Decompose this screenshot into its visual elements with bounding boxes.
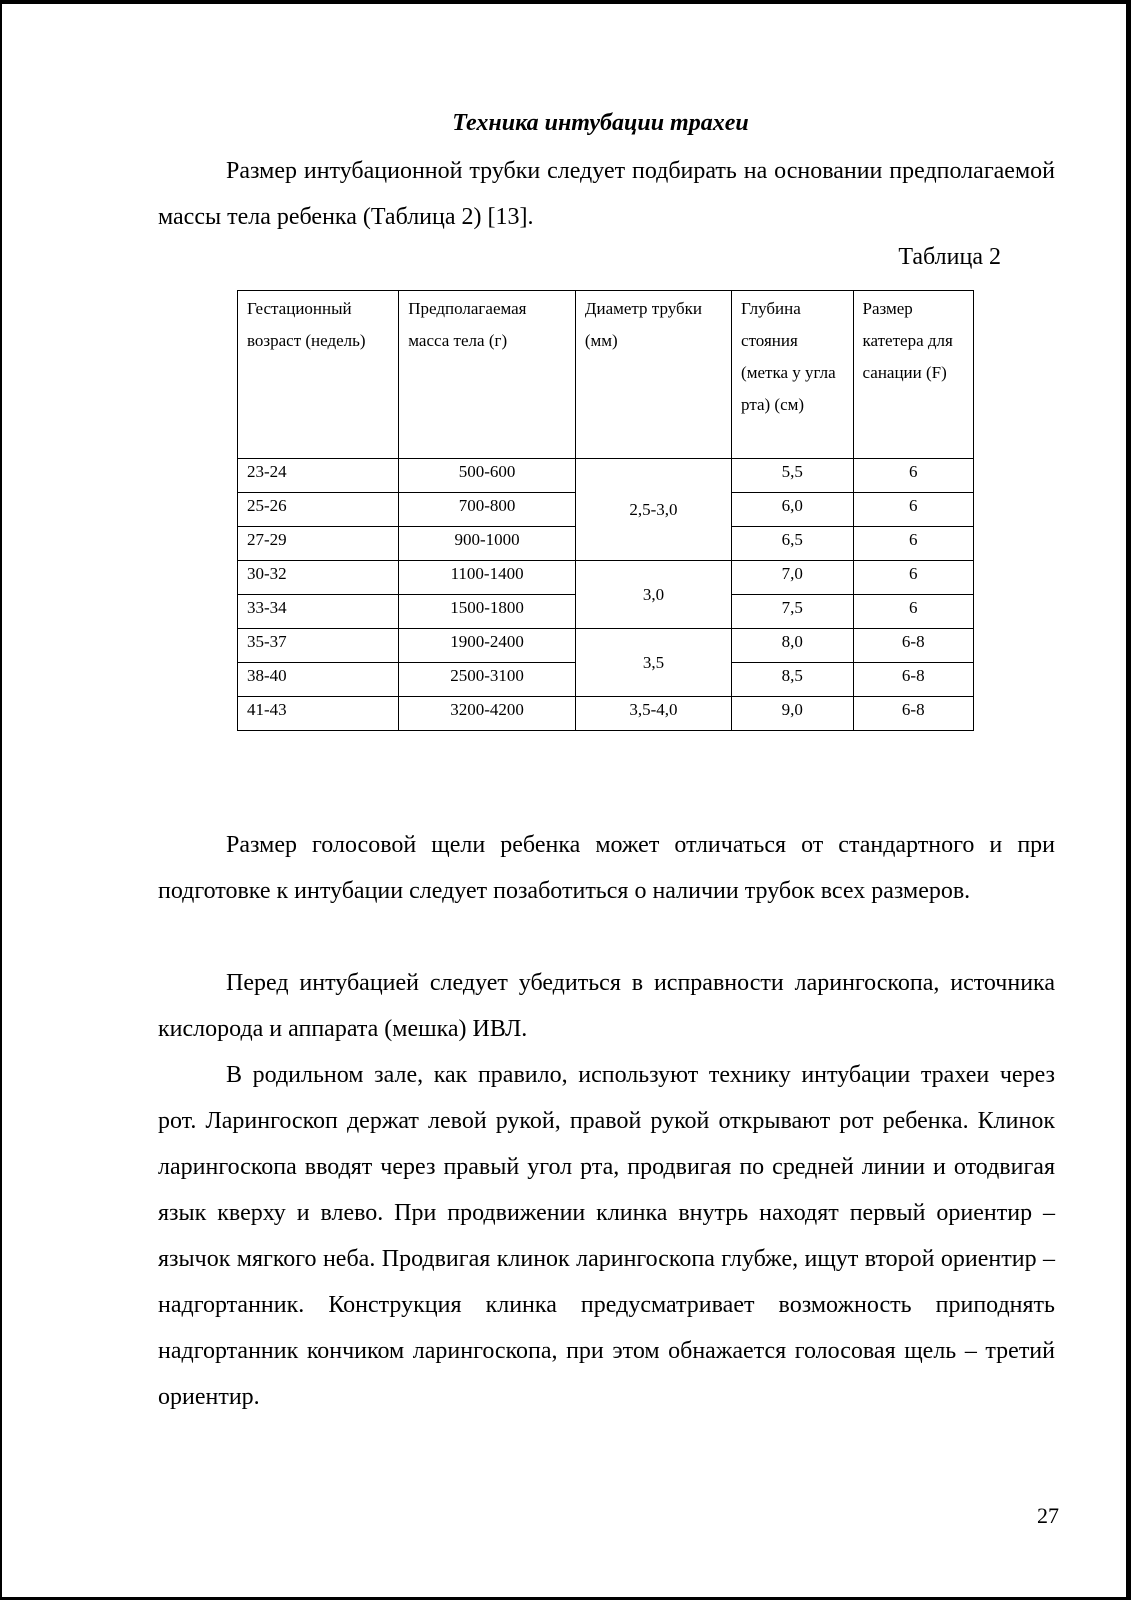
paragraph-equipment-check: Перед интубацией следует убедиться в исправности ларингоскопа, источника кислорода и аппарата (мешка) ИВЛ. xyxy=(158,970,1055,1042)
table-row xyxy=(238,459,974,493)
scan-border-left xyxy=(0,0,2,1600)
cell-age: 30-32 xyxy=(238,561,399,595)
header-estimated-mass: Предполагаемая масса тела (г) xyxy=(399,291,576,459)
cell-catheter: 6 xyxy=(853,561,973,595)
cell-mass: 3200-4200 xyxy=(399,697,576,731)
cell-mass: 500-600 xyxy=(399,459,576,493)
cell-catheter: 6-8 xyxy=(853,629,973,663)
cell-mass: 700-800 xyxy=(399,493,576,527)
cell-depth: 7,0 xyxy=(732,561,853,595)
intubation-table xyxy=(237,290,974,731)
cell-depth: 6,0 xyxy=(732,493,853,527)
paragraph-glottis-size: Размер голосовой щели ребенка может отличаться от стандартного и при подготовке к интубации следует позаботиться о наличии трубок всех размеров. xyxy=(158,832,1055,904)
cell-catheter: 6 xyxy=(853,493,973,527)
cell-depth: 8,0 xyxy=(732,629,853,663)
cell-catheter: 6 xyxy=(853,527,973,561)
cell-age: 27-29 xyxy=(238,527,399,561)
cell-diameter: 2,5-3,0 xyxy=(575,459,731,561)
section-title: Техника интубации трахеи xyxy=(452,110,749,136)
table-row xyxy=(238,629,974,663)
header-catheter-size: Размер катетера для санации (F) xyxy=(853,291,973,459)
cell-depth: 5,5 xyxy=(732,459,853,493)
cell-depth: 7,5 xyxy=(732,595,853,629)
scan-border-top xyxy=(0,0,1131,4)
header-tube-diameter: Диаметр трубки (мм) xyxy=(575,291,731,459)
cell-catheter: 6 xyxy=(853,595,973,629)
cell-age: 41-43 xyxy=(238,697,399,731)
table-row xyxy=(238,697,974,731)
cell-catheter: 6 xyxy=(853,459,973,493)
cell-mass: 1900-2400 xyxy=(399,629,576,663)
cell-mass: 2500-3100 xyxy=(399,663,576,697)
cell-age: 33-34 xyxy=(238,595,399,629)
cell-diameter: 3,5-4,0 xyxy=(575,697,731,731)
cell-mass: 1100-1400 xyxy=(399,561,576,595)
header-insertion-depth: Глубина стояния (метка у угла рта) (см) xyxy=(732,291,853,459)
cell-catheter: 6-8 xyxy=(853,697,973,731)
cell-age: 23-24 xyxy=(238,459,399,493)
table-caption: Таблица 2 xyxy=(898,244,1001,270)
page-number: 27 xyxy=(1037,1503,1059,1528)
cell-diameter: 3,0 xyxy=(575,561,731,629)
cell-catheter: 6-8 xyxy=(853,663,973,697)
cell-depth: 6,5 xyxy=(732,527,853,561)
cell-mass: 1500-1800 xyxy=(399,595,576,629)
scan-border-right xyxy=(1126,0,1131,1600)
table-header-row xyxy=(238,291,974,459)
paragraph-tube-size: Размер интубационной трубки следует подбирать на основании предполагаемой массы тела ребенка (Таблица 2) [13]. xyxy=(158,158,1055,230)
cell-diameter: 3,5 xyxy=(575,629,731,697)
cell-depth: 8,5 xyxy=(732,663,853,697)
header-gestational-age: Гестационный возраст (недель) xyxy=(238,291,399,459)
paragraph-intubation-technique: В родильном зале, как правило, используют технику интубации трахеи через рот. Ларингоскоп держат левой рукой, правой рукой открывают рот ребенка. Клинок ларингоскопа вводят через правый угол рта, продвигая по средней линии и отодвигая язык кверху и влево. При продвижении клинка внутрь находят первый ориентир – язычок мягкого неба. Продвигая клинок ларингоскопа глубже, ищут второй ориентир – надгортанник. Конструкция клинка предусматривает возможность приподнять надгортанник кончиком ларингоскопа, при этом обнажается голосовая щель – третий ориентир. xyxy=(158,1062,1055,1410)
cell-mass: 900-1000 xyxy=(399,527,576,561)
table-row xyxy=(238,561,974,595)
cell-age: 35-37 xyxy=(238,629,399,663)
cell-age: 38-40 xyxy=(238,663,399,697)
cell-age: 25-26 xyxy=(238,493,399,527)
cell-depth: 9,0 xyxy=(732,697,853,731)
